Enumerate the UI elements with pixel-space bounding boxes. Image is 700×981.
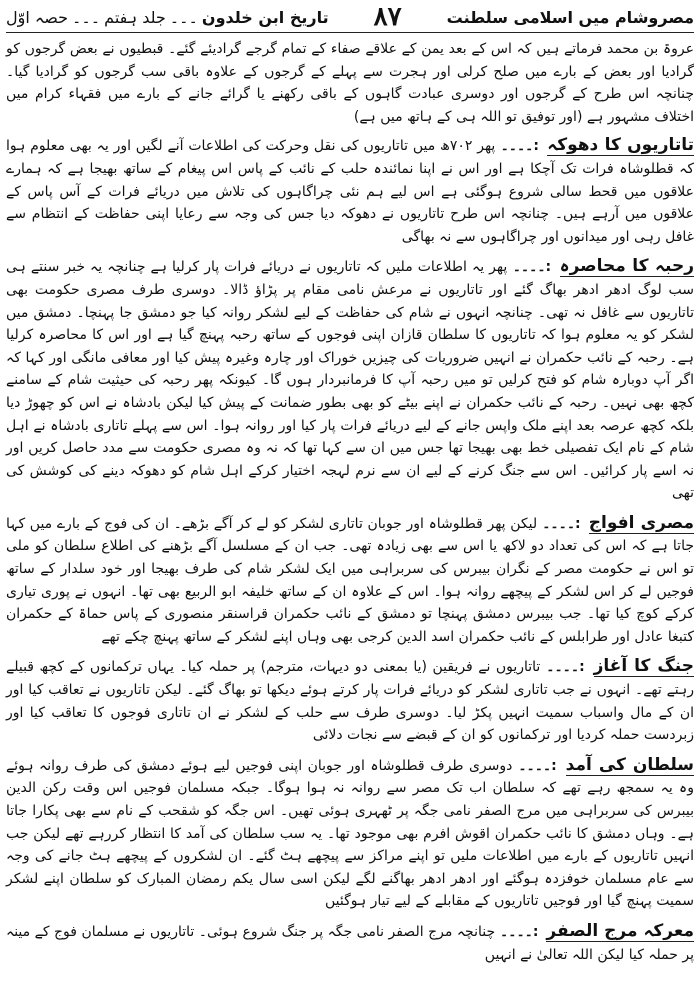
heading-separator: :۔۔۔۔	[507, 259, 557, 276]
section-text: لیکن پھر قطلوشاہ اور جوبان تاتاری لشکر کو لے کر آگے بڑھے۔ ان کی فوج کے بارے میں کہا جاتا ہے کہ اس کی تعداد دو لاکھ یا اس سے بھی زیادہ تھی۔ جب ان کے مسلسل آگے بڑھنے کی اطلاع سلطان کو ملی تو اس نے حکومت مصر کے نگران بیبرس کی سربراہی میں ایک لشکر شام کی طرف بھیجا اور خود سلدار کے ساتھ فوجیں لے کر اس لشکر کے پیچھے روانہ ہوا۔ اس کے علاوہ ان کے ساتھ خلیفہ ابو الربیع بھی تھا۔ انہوں نے پوری تیاری کرکے کوچ کیا تھا۔ جب بیبرس دمشق پہنچا تو دمشق کے نائب حکمران قراسنقر منصوری کے پاس حماۃ کے حکمران کتبغا عادل اور طرابلس کے نائب حکمران اسد الدین کرجی بھی وہاں اپنے لشکر کے ساتھ پہنچ چکے تھے	[6, 515, 694, 645]
header-book-info	[6, 8, 329, 27]
section-heading: معرکہ مرج الصفر	[546, 920, 694, 941]
section-text: پھر یہ اطلاعات ملیں کہ تاتاریوں نے دریائے فرات پار کرلیا ہے چنانچہ یہ خبر سنتے ہی سب لوگ ادھر ادھر بھاگ گئے اور تاتاریوں نے مرعش نامی مقام پر پڑاؤ ڈالا۔ دوسری طرف مصری حکومت بھی تاتاریوں سے غافل نہ تھی۔ چنانچہ انہوں نے شام کی حفاظت کے لیے لشکر روانہ کیا جو دمشق جا پہنچا۔ دمشق میں لشکر کو یہ معلوم ہوا کہ تاتاریوں کا سلطان قازان اپنی فوجوں کے ساتھ رحبہ پہنچ گیا ہے اور اس کا محاصرہ کرلیا ہے۔ رحبہ کے نائب حکمران نے انہیں ضروریات کی چیزیں خوراک اور چارہ وغیرہ پیش کیا اور معافی مانگی اور کہا کہ اگر آپ دوبارہ شام کو فتح کرلیں تو میں رحبہ آپ کا فرمانبردار ہوں گا۔ کیونکہ پھر رحبہ کی حیثیت شام کے سامنے کچھ بھی نہیں۔ رحبہ کے نائب حکمران نے اپنے بیٹے کو بھی بطور ضمانت کے پیش کیا لیکن بادشاہ نے اس کو چھوڑ دیا بلکہ کچھ عرصہ بعد اپنے ملک واپس جانے کے لیے دریائے فرات پار کیا اور روانہ ہوا۔ اس سے پہلے تاتاری بادشاہ نے اہل شام کے نام ایک تفصیلی خط بھی بھیجا تھا جس میں ان سے کہا تھا کہ نہ وہ مصری حکومت سے مدد حاصل کریں اور نہ اسے پار کرائیں۔ اس سے جنگ کرنے کے لیے ان سے نرم لہجہ اختیار کرکے اہل شام کو دھوکہ دینے کی کوشش کی تھی	[6, 259, 694, 502]
section-paragraph	[6, 754, 694, 913]
heading-separator: :۔۔۔۔	[495, 138, 545, 155]
section-text: چنانچہ مرج الصفر نامی جگہ پر جنگ شروع ہوئی۔ تاتاریوں نے مسلمان فوج کے مینہ پر حملہ کیا لیکن اللہ تعالیٰ نے انہیں	[6, 923, 694, 963]
section-paragraph	[6, 920, 694, 966]
heading-separator: :۔۔۔۔	[512, 757, 563, 774]
page-header	[6, 2, 694, 33]
section-paragraph	[6, 655, 694, 746]
section-heading: مصری افواج	[588, 512, 694, 533]
section-heading: رحبہ کا محاصرہ	[559, 256, 694, 277]
heading-separator: :۔۔۔۔	[540, 659, 591, 676]
section-paragraph	[6, 134, 694, 248]
section-text: تاتاریوں نے فریقین (یا بمعنی دو دیہات، مترجم) پر حملہ کیا۔ یہاں ترکمانوں کے کچھ قبیلے رہتے تھے۔ انہوں نے جب تاتاری لشکر کو دریائے فرات پار کرتے ہوئے دیکھا تو بھاگ گئے۔ لیکن تاتاریوں نے تعاقب کیا اور ان کے مال واسباب سمیت انہیں پکڑ لیا۔ دوسری طرف سے حلب کے لشکر نے ان تاتاری فوجوں کا تعاقب کیا اور زبردست حملہ کردیا اور ترکمانوں کو ان کے قبضے سے نجات دلائی	[6, 659, 694, 744]
section-title: مصروشام میں اسلامی سلطنت	[446, 7, 694, 27]
page-number: ۸۷	[373, 2, 402, 32]
section-paragraph	[6, 255, 694, 505]
header-separator: ۔۔۔	[72, 7, 101, 27]
part-label: حصہ اوّل	[6, 7, 69, 27]
heading-separator: :۔۔۔۔	[537, 515, 586, 532]
book-title: تاریخ ابن خلدون	[201, 7, 329, 27]
section-heading: سلطان کی آمد	[565, 754, 694, 775]
volume-label: جلد ہفتم	[104, 7, 166, 27]
section-text: دوسری طرف قطلوشاہ اور جوبان اپنی فوجیں لیے ہوئے دمشق کی طرف روانہ ہوئے وہ یہ سمجھ رہے تھے کہ سلطان اب تک مصر سے روانہ نہ ہوا ہوگا۔ جبکہ مسلمان فوجیں اس وقت رکن الدین بیبرس کی سربراہی میں مرج الصفر نامی جگہ پر ٹھہری ہوئی تھیں۔ اس جگہ کو شقحب کے نام سے بھی پکارا جاتا ہے۔ وہاں دمشق کا نائب حکمران اقوش افرم بھی موجود تھا۔ یہ سب سلطان کی آمد کا انتظار کررہے تھے لیکن جب انہیں تاتاریوں کے بارے میں اطلاعات ملیں تو اپنے مراکز سے پیچھے ہٹ گئے۔ ان لشکروں کے پیچھے ہٹ جانے کی وجہ سے عام مسلمان خوفزدہ ہوگئے اور ادھر ادھر بھاگنے لگے لیکن اسی سال یکم رمضان المبارک کو سلطان اپنے لشکر سمیت پہنچ گیا اور فوجیں تاتاریوں کے مقابلے کے لیے تیار ہوگئیں	[6, 757, 694, 910]
section-heading: جنگ کا آغاز	[593, 656, 694, 677]
page-body	[6, 38, 694, 977]
section-heading: تاتاریوں کا دھوکہ	[547, 135, 695, 156]
section-paragraph	[6, 512, 694, 649]
heading-separator: :۔۔۔۔	[495, 923, 544, 940]
section-text: پھر ۷۰۲ھ میں تاتاریوں کی نقل وحرکت کی اطلاعات آنے لگیں اور یہ بھی معلوم ہوا کہ قطلوشاہ فرات تک آچکا ہے اور اس نے اپنا نمائندہ حلب کے نائب کے پاس اس پیغام کے ساتھ بھیجا ہے کہ ہمارے علاقوں میں قحط سالی شروع ہوگئی ہے اس لیے ہم نئی چراگاہوں کی تلاش میں دریائے فرات کے آس پاس کے علاقوں میں آرہے ہیں۔ چنانچہ اس طرح تاتاریوں نے دھوکہ دیا جس کی وجہ سے رعایا اپنی حفاظت کے انتظام سے غافل رہی اور میدانوں اور چراگاہوں سے نہ بھاگی	[6, 138, 694, 245]
intro-paragraph: عروۃ بن محمد فرماتے ہیں کہ اس کے بعد یمن کے علاقے صفاء کے تمام گرجے گرادیئے گئے۔ قبطیوں نے بعض گرجوں کو گرادیا اور بعض کے بارے میں صلح کرلی اور ہجرت سے پہلے کے گرجوں کے علاوہ باقی سب گرجوں کو گرادیا گیا۔ چنانچہ اس طرح کے گرجوں اور دوسری عبادت گاہوں کے باقی رکھنے یا گرائے جانے کے بارے میں فقہاء کرام میں اختلاف مشہور ہے (اور توفیق تو اللہ ہی کے ہاتھ میں ہے)	[6, 41, 694, 125]
header-separator: ۔۔۔	[169, 7, 198, 27]
sections	[6, 134, 694, 973]
